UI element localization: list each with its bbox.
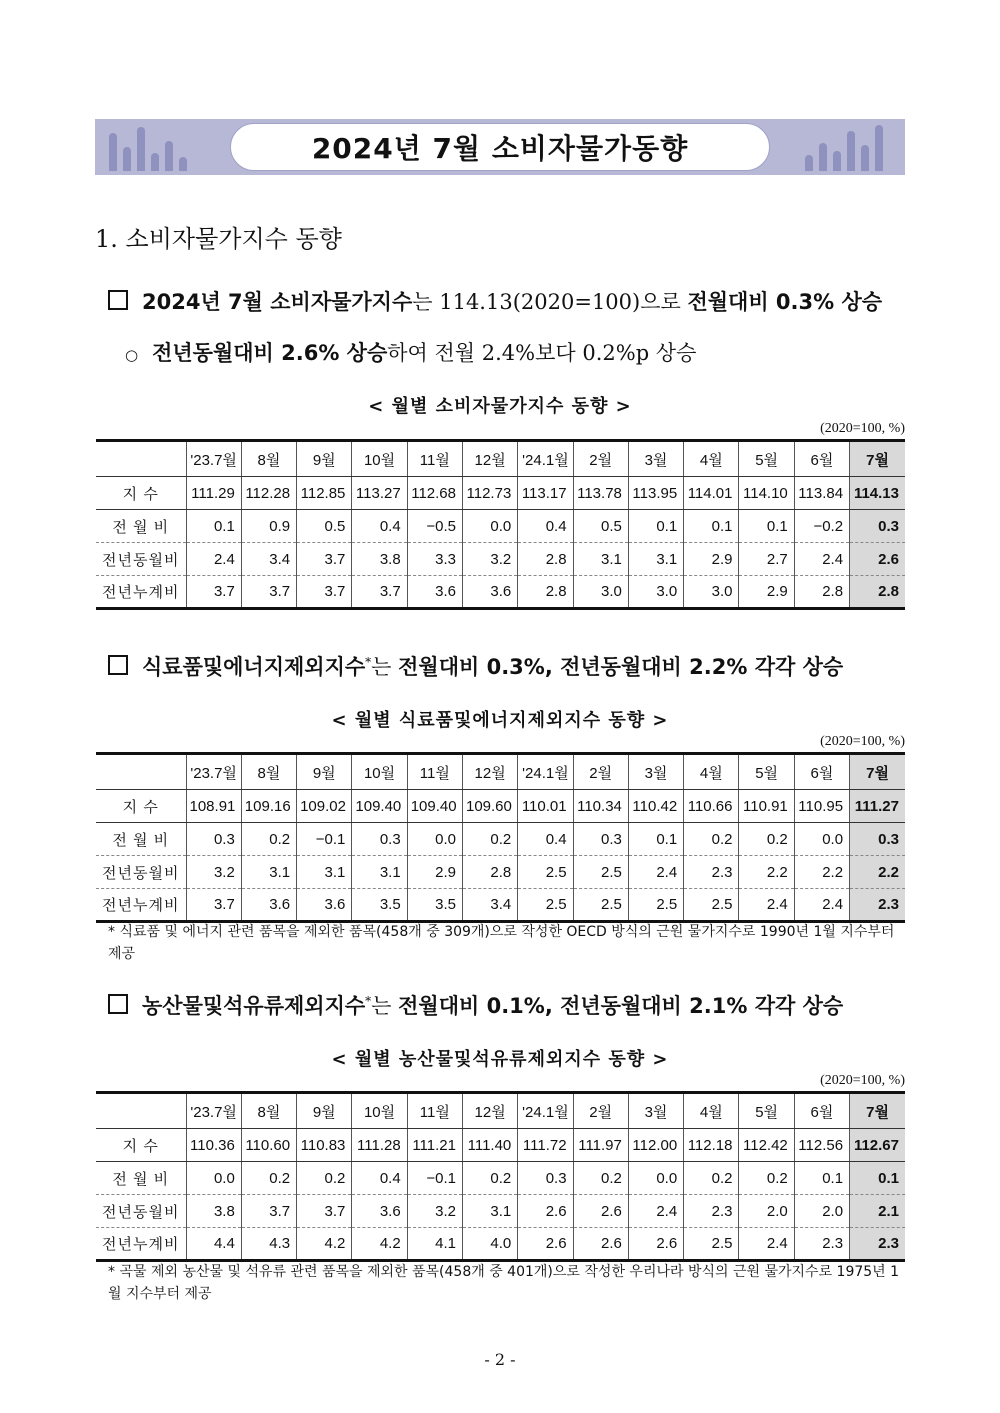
row-label: 전년동월비 [96,856,186,889]
table-cell: 2.6 [518,1228,573,1261]
table-cell: 3.0 [573,576,628,609]
table-cell: 2.2 [850,856,905,889]
corner-cell [96,441,186,477]
row-label: 전 월 비 [96,1162,186,1195]
table-cell: 2.4 [794,889,849,922]
corner-cell [96,754,186,790]
table-cell: 3.6 [407,576,462,609]
bar-decoration-right [799,119,899,175]
table2-unit: (2020=100, %) [820,734,905,749]
table-cell: 3.0 [684,576,739,609]
table-cell: 2.4 [186,543,241,576]
core-oecd-table [96,752,905,923]
table-cell: 2.3 [684,856,739,889]
table-cell: 3.3 [407,543,462,576]
table-cell: 0.0 [628,1162,683,1195]
column-header: 8월 [241,1093,296,1129]
column-header: 8월 [241,754,296,790]
table-cell: 3.1 [241,856,296,889]
table2-footnote: * 식료품 및 에너지 관련 품목을 제외한 품목(458개 중 309개)으로 작성한 OECD 방식의 근원 물가지수로 1990년 1월 지수부터 제공 [108,924,895,962]
column-header: 3월 [628,441,683,477]
cpi-table [96,439,905,610]
table-cell: 0.3 [352,823,407,856]
table-row [96,1129,905,1162]
column-header: 12월 [462,754,517,790]
table-cell: 2.6 [573,1228,628,1261]
column-header: 11월 [407,441,462,477]
table-row [96,856,905,889]
table-row [96,823,905,856]
table3-caption: < 월별 농산물및석유류제외지수 동향 > [331,1049,669,1070]
table-cell: 2.4 [794,543,849,576]
table-cell: 4.3 [241,1228,296,1261]
table-cell: 0.1 [186,510,241,543]
table-cell: 0.2 [241,823,296,856]
table-cell: 3.2 [186,856,241,889]
column-header: 5월 [739,441,794,477]
checkbox-bullet-icon [108,655,128,675]
row-label: 전년동월비 [96,543,186,576]
column-header: '24.1월 [518,1093,573,1129]
table-cell: 2.6 [628,1228,683,1261]
table-cell: 113.17 [518,477,573,510]
table-cell: 2.6 [573,1195,628,1228]
table-cell: 0.2 [684,823,739,856]
column-header: 9월 [297,441,352,477]
table-cell: 4.1 [407,1228,462,1261]
table-cell: 4.0 [462,1228,517,1261]
table-cell: 3.6 [241,889,296,922]
table-cell: 3.7 [297,576,352,609]
table-cell: 110.91 [739,790,794,823]
banner-title-pill [230,123,770,171]
table-cell: 109.60 [462,790,517,823]
table-cell: 2.4 [739,1228,794,1261]
row-label: 전 월 비 [96,823,186,856]
table-cell: 110.60 [241,1129,296,1162]
bullet-cpi: 2024년 7월 소비자물가지수는 114.13(2020=100)으로 전월대비 0.3% 상승 [108,286,882,316]
column-header: 6월 [794,754,849,790]
table-cell: 3.1 [628,543,683,576]
table-cell: 0.1 [628,510,683,543]
table-cell: 2.8 [850,576,905,609]
table-cell: 2.5 [684,889,739,922]
table-cell: 111.29 [186,477,241,510]
table-cell: 4.2 [297,1228,352,1261]
column-header: 5월 [739,1093,794,1129]
table-cell: 112.28 [241,477,296,510]
column-header: 7월 [850,441,905,477]
table-cell: 2.5 [518,889,573,922]
table3-unit: (2020=100, %) [820,1073,905,1088]
table-cell: 110.66 [684,790,739,823]
table-cell: 0.2 [462,1162,517,1195]
table-cell: 3.2 [462,543,517,576]
table-header-row [96,754,905,790]
table-cell: 0.2 [297,1162,352,1195]
table-cell: 2.8 [518,543,573,576]
table-cell: 3.7 [297,543,352,576]
table-row [96,889,905,922]
table-cell: 3.0 [628,576,683,609]
table-cell: 110.34 [573,790,628,823]
row-label: 전년누계비 [96,889,186,922]
table-cell: 0.4 [518,510,573,543]
column-header: 10월 [352,1093,407,1129]
table-cell: 112.67 [850,1129,905,1162]
table-cell: 0.5 [297,510,352,543]
table-cell: 111.72 [518,1129,573,1162]
table-cell: 0.4 [352,1162,407,1195]
table1-unit: (2020=100, %) [820,421,905,436]
table-cell: 111.28 [352,1129,407,1162]
table-cell: 0.3 [518,1162,573,1195]
column-header: 4월 [684,1093,739,1129]
table-cell: 3.4 [462,889,517,922]
table-cell: 3.7 [241,576,296,609]
table-cell: 2.4 [628,856,683,889]
table-cell: 2.1 [850,1195,905,1228]
table-cell: 3.6 [462,576,517,609]
table-cell: 112.42 [739,1129,794,1162]
table-cell: 3.6 [352,1195,407,1228]
core-korea-table [96,1091,905,1262]
table-cell: 110.01 [518,790,573,823]
table-cell: 109.02 [297,790,352,823]
table-cell: 113.95 [628,477,683,510]
table-cell: 0.3 [850,823,905,856]
table-cell: 2.5 [573,856,628,889]
table-cell: 0.3 [850,510,905,543]
table-cell: 0.4 [518,823,573,856]
table-cell: 3.7 [241,1195,296,1228]
column-header: 7월 [850,754,905,790]
table2-caption: < 월별 식료품및에너지제외지수 동향 > [331,710,669,731]
row-label: 지 수 [96,1129,186,1162]
table-cell: 0.0 [794,823,849,856]
bullet-core-oecd: 식료품및에너지제외지수*는 전월대비 0.3%, 전년동월대비 2.2% 각각 상승 [108,651,843,681]
table-cell: 0.2 [241,1162,296,1195]
table-cell: 4.4 [186,1228,241,1261]
column-header: 4월 [684,754,739,790]
bullet-core-korea: 농산물및석유류제외지수*는 전월대비 0.1%, 전년동월대비 2.1% 각각 상승 [108,990,843,1020]
table-cell: 112.56 [794,1129,849,1162]
table-cell: 3.7 [186,889,241,922]
table-cell: −0.1 [407,1162,462,1195]
column-header: '23.7월 [186,754,241,790]
table-cell: 0.1 [684,510,739,543]
table-cell: 0.5 [573,510,628,543]
table-cell: 0.2 [739,823,794,856]
section-title: 1. 소비자물가지수 동향 [95,225,342,253]
table-cell: −0.1 [297,823,352,856]
column-header: 3월 [628,754,683,790]
table-cell: 3.1 [352,856,407,889]
row-label: 지 수 [96,790,186,823]
column-header: 4월 [684,441,739,477]
table-cell: 112.73 [462,477,517,510]
table-cell: 114.13 [850,477,905,510]
column-header: 5월 [739,754,794,790]
table-cell: 3.7 [297,1195,352,1228]
column-header: 2월 [573,1093,628,1129]
table-cell: 2.6 [850,543,905,576]
table-cell: 3.7 [352,576,407,609]
table-cell: 112.00 [628,1129,683,1162]
table-cell: 0.0 [407,823,462,856]
page-title: 2024년 7월 소비자물가동향 [311,132,689,165]
table-cell: 0.1 [739,510,794,543]
table-cell: 3.5 [352,889,407,922]
column-header: 12월 [462,1093,517,1129]
table-cell: 2.5 [628,889,683,922]
table-row [96,1195,905,1228]
table-cell: 3.7 [186,576,241,609]
column-header: 11월 [407,754,462,790]
column-header: 2월 [573,441,628,477]
column-header: 6월 [794,441,849,477]
table-cell: 2.3 [850,889,905,922]
table-cell: 0.1 [850,1162,905,1195]
table-cell: 3.5 [407,889,462,922]
table-cell: 0.0 [186,1162,241,1195]
table-header-row [96,441,905,477]
column-header: '24.1월 [518,441,573,477]
table-row [96,790,905,823]
table-cell: 0.0 [462,510,517,543]
table3-footnote: * 곡물 제외 농산물 및 석유류 관련 품목을 제외한 품목(458개 중 401개)으로 작성한 우리나라 방식의 근원 물가지수로 1975년 1월 지수부터 제공 [108,1264,900,1302]
table-cell: 2.8 [518,576,573,609]
table-cell: 110.83 [297,1129,352,1162]
table-cell: 3.6 [297,889,352,922]
column-header: 10월 [352,441,407,477]
table-cell: 109.40 [407,790,462,823]
column-header: 6월 [794,1093,849,1129]
table-cell: 110.42 [628,790,683,823]
table-cell: 0.3 [573,823,628,856]
circle-bullet-icon: ○ [125,346,139,364]
table-cell: 3.8 [186,1195,241,1228]
row-label: 전년누계비 [96,1228,186,1261]
column-header: '23.7월 [186,1093,241,1129]
table-cell: 110.36 [186,1129,241,1162]
table-cell: 113.84 [794,477,849,510]
table1-caption: < 월별 소비자물가지수 동향 > [368,396,632,417]
table-row [96,543,905,576]
row-label: 전년동월비 [96,1195,186,1228]
table-cell: 2.9 [684,543,739,576]
column-header: 9월 [297,1093,352,1129]
table-cell: 111.40 [462,1129,517,1162]
table-cell: 3.4 [241,543,296,576]
table-cell: 2.3 [684,1195,739,1228]
corner-cell [96,1093,186,1129]
column-header: 12월 [462,441,517,477]
table-cell: 2.7 [739,543,794,576]
table-row [96,1162,905,1195]
table-cell: 111.21 [407,1129,462,1162]
table-cell: 2.5 [518,856,573,889]
table-cell: 2.6 [518,1195,573,1228]
table-cell: 0.1 [794,1162,849,1195]
table-row [96,477,905,510]
table-cell: 3.1 [297,856,352,889]
column-header: '23.7월 [186,441,241,477]
table-cell: 2.9 [739,576,794,609]
table-cell: 2.8 [794,576,849,609]
table-cell: 112.18 [684,1129,739,1162]
table-cell: 0.4 [352,510,407,543]
checkbox-bullet-icon [108,290,128,310]
table-cell: 0.3 [186,823,241,856]
table-cell: 2.4 [739,889,794,922]
table-cell: 111.97 [573,1129,628,1162]
table-cell: 2.2 [794,856,849,889]
column-header: 7월 [850,1093,905,1129]
table-cell: 109.40 [352,790,407,823]
table-cell: 2.3 [794,1228,849,1261]
table-cell: 112.85 [297,477,352,510]
table-cell: 114.10 [739,477,794,510]
checkbox-bullet-icon [108,994,128,1014]
table-cell: 110.95 [794,790,849,823]
table-cell: 108.91 [186,790,241,823]
table-cell: 0.2 [684,1162,739,1195]
table-cell: −0.5 [407,510,462,543]
table-cell: 3.1 [573,543,628,576]
table-cell: 113.27 [352,477,407,510]
row-label: 전년누계비 [96,576,186,609]
table-cell: 2.3 [850,1228,905,1261]
table-cell: 3.2 [407,1195,462,1228]
table-cell: 114.01 [684,477,739,510]
row-label: 지 수 [96,477,186,510]
table-cell: 2.9 [407,856,462,889]
table-cell: 4.2 [352,1228,407,1261]
table-cell: 112.68 [407,477,462,510]
table-cell: 2.8 [462,856,517,889]
page-number: - 2 - [484,1350,516,1369]
column-header: 11월 [407,1093,462,1129]
table-cell: −0.2 [794,510,849,543]
table-cell: 2.5 [684,1228,739,1261]
table-cell: 111.27 [850,790,905,823]
column-header: 9월 [297,754,352,790]
table-row [96,576,905,609]
column-header: 3월 [628,1093,683,1129]
table-cell: 0.1 [628,823,683,856]
sub-bullet-cpi: ○ 전년동월대비 2.6% 상승하여 전월 2.4%보다 0.2%p 상승 [125,341,697,365]
column-header: 2월 [573,754,628,790]
table-cell: 2.0 [794,1195,849,1228]
table-cell: 0.2 [739,1162,794,1195]
table-cell: 2.2 [739,856,794,889]
table-cell: 2.0 [739,1195,794,1228]
table-cell: 3.8 [352,543,407,576]
table-cell: 113.78 [573,477,628,510]
bar-decoration-left [101,119,201,175]
table-cell: 2.4 [628,1195,683,1228]
column-header: 8월 [241,441,296,477]
table-cell: 3.1 [462,1195,517,1228]
table-cell: 0.2 [573,1162,628,1195]
column-header: 10월 [352,754,407,790]
table-row [96,510,905,543]
title-banner [95,119,905,175]
table-cell: 0.9 [241,510,296,543]
table-header-row [96,1093,905,1129]
column-header: '24.1월 [518,754,573,790]
table-cell: 109.16 [241,790,296,823]
table-row [96,1228,905,1261]
table-cell: 0.2 [462,823,517,856]
row-label: 전 월 비 [96,510,186,543]
table-cell: 2.5 [573,889,628,922]
